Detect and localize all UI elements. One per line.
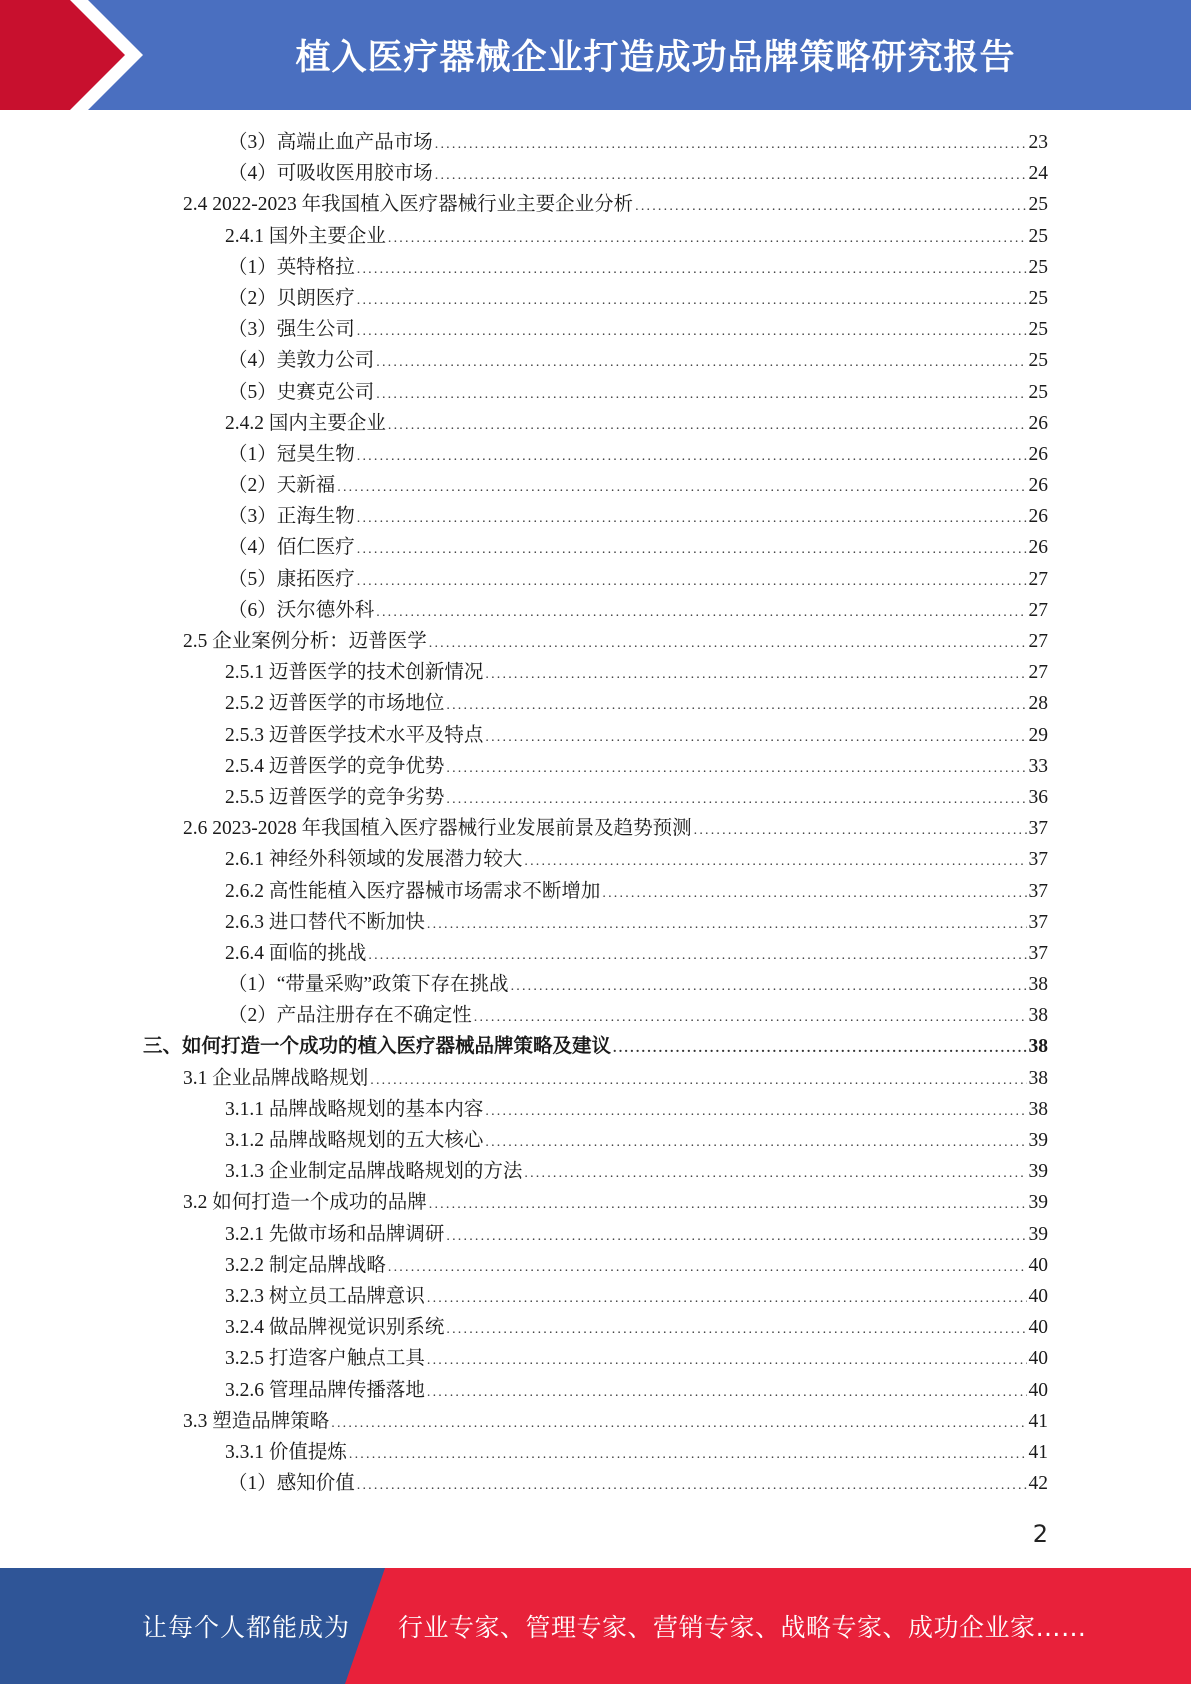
toc-leader-dots bbox=[337, 470, 1026, 501]
toc-entry-page: 27 bbox=[1028, 599, 1048, 621]
toc-entry-title: 2.6.2 高性能植入医疗器械市场需求不断增加 bbox=[225, 880, 601, 902]
toc-entry-title: （3）正海生物 bbox=[228, 506, 355, 528]
toc-entry-title: 3.2.1 先做市场和品牌调研 bbox=[225, 1223, 445, 1245]
toc-entry[interactable] bbox=[0, 439, 1048, 470]
toc-entry-page: 39 bbox=[1028, 1192, 1048, 1214]
toc-entry-page: 25 bbox=[1028, 319, 1048, 341]
toc-entry[interactable] bbox=[0, 876, 1048, 907]
toc-leader-dots bbox=[357, 252, 1027, 283]
toc-entry-page: 25 bbox=[1028, 287, 1048, 309]
toc-entry-title: 2.4 2022-2023 年我国植入医疗器械行业主要企业分析 bbox=[183, 194, 634, 216]
toc-leader-dots bbox=[524, 844, 1026, 875]
toc-leader-dots bbox=[446, 751, 1026, 782]
toc-leader-dots bbox=[429, 1187, 1027, 1218]
toc-entry-page: 25 bbox=[1028, 194, 1048, 216]
toc-entry[interactable] bbox=[0, 1000, 1048, 1031]
toc-leader-dots bbox=[427, 1375, 1027, 1406]
toc-entry[interactable] bbox=[0, 1375, 1048, 1406]
toc-entry-page: 25 bbox=[1028, 381, 1048, 403]
toc-leader-dots bbox=[446, 1219, 1026, 1250]
toc-entry-page: 37 bbox=[1028, 880, 1048, 902]
toc-entry[interactable] bbox=[0, 844, 1048, 875]
toc-entry-title: 3.1.3 企业制定品牌战略规划的方法 bbox=[225, 1161, 523, 1183]
toc-entry-title: 2.6 2023-2028 年我国植入医疗器械行业发展前景及趋势预测 bbox=[183, 818, 692, 840]
toc-entry[interactable] bbox=[0, 1312, 1048, 1343]
toc-entry-page: 37 bbox=[1028, 911, 1048, 933]
toc-entry-page: 27 bbox=[1028, 568, 1048, 590]
toc-entry-page: 40 bbox=[1028, 1317, 1048, 1339]
toc-leader-dots bbox=[446, 1312, 1026, 1343]
toc-entry-page: 37 bbox=[1028, 818, 1048, 840]
toc-entry-title: 2.5.1 迈普医学的技术创新情况 bbox=[225, 662, 484, 684]
toc-entry-title: （6）沃尔德外科 bbox=[228, 599, 375, 621]
toc-entry-title: 3.3 塑造品牌策略 bbox=[183, 1410, 330, 1432]
toc-entry-title: 2.5 企业案例分析：迈普医学 bbox=[183, 631, 427, 652]
toc-entry-title: 2.5.5 迈普医学的竞争劣势 bbox=[225, 786, 445, 808]
toc-entry-page: 36 bbox=[1028, 786, 1048, 808]
toc-entry-title: （1）感知价值 bbox=[228, 1473, 355, 1495]
toc-entry[interactable] bbox=[0, 470, 1048, 501]
toc-leader-dots bbox=[485, 720, 1026, 751]
toc-entry-title: 2.4.1 国外主要企业 bbox=[225, 225, 386, 247]
toc-entry-title: 2.4.2 国内主要企业 bbox=[225, 412, 386, 434]
toc-leader-dots bbox=[435, 158, 1027, 189]
toc-leader-dots bbox=[357, 1468, 1027, 1499]
toc-leader-dots bbox=[427, 1281, 1027, 1312]
toc-entry[interactable] bbox=[0, 189, 1048, 220]
toc-entry-page: 39 bbox=[1028, 1130, 1048, 1151]
toc-entry-title: 2.5.3 迈普医学技术水平及特点 bbox=[225, 724, 484, 746]
toc-leader-dots bbox=[357, 314, 1027, 345]
toc-leader-dots bbox=[485, 1094, 1026, 1125]
toc-entry-title: 2.5.2 迈普医学的市场地位 bbox=[225, 693, 445, 715]
toc-leader-dots bbox=[376, 377, 1026, 408]
toc-entry[interactable] bbox=[0, 1250, 1048, 1281]
toc-entry-title: 3.2 如何打造一个成功的品牌 bbox=[183, 1192, 427, 1214]
toc-leader-dots bbox=[435, 127, 1027, 158]
toc-entry-title: （5）史赛克公司 bbox=[228, 381, 375, 403]
toc-entry[interactable] bbox=[0, 252, 1048, 283]
toc-entry[interactable] bbox=[0, 1031, 1048, 1062]
toc-leader-dots bbox=[446, 688, 1026, 719]
toc-entry[interactable] bbox=[0, 595, 1048, 626]
toc-leader-dots bbox=[370, 1063, 1026, 1094]
toc-entry-title: （3）强生公司 bbox=[228, 319, 355, 341]
toc-entry-title: 2.6.3 进口替代不断加快 bbox=[225, 911, 425, 933]
toc-entry-title: 3.2.2 制定品牌战略 bbox=[225, 1254, 386, 1276]
toc-entry[interactable] bbox=[0, 564, 1048, 595]
toc-entry-page: 40 bbox=[1028, 1285, 1048, 1307]
toc-entry-title: 3.2.4 做品牌视觉识别系统 bbox=[225, 1317, 445, 1339]
toc-entry-page: 25 bbox=[1028, 256, 1048, 278]
toc-entry[interactable] bbox=[0, 1094, 1048, 1125]
toc-entry-title: （1）冠昊生物 bbox=[228, 443, 355, 465]
toc-entry[interactable] bbox=[0, 127, 1048, 158]
toc-leader-dots bbox=[368, 938, 1026, 969]
table-of-contents bbox=[0, 127, 1191, 1499]
footer-slogan-right: 行业专家、管理专家、营销专家、战略专家、成功企业家…… bbox=[398, 1613, 1087, 1642]
toc-entry[interactable] bbox=[0, 1281, 1048, 1312]
toc-leader-dots bbox=[357, 439, 1027, 470]
toc-entry[interactable] bbox=[0, 1468, 1048, 1499]
toc-entry[interactable] bbox=[0, 345, 1048, 376]
header-banner bbox=[0, 0, 1191, 110]
toc-leader-dots bbox=[427, 1343, 1027, 1374]
toc-entry[interactable] bbox=[0, 532, 1048, 563]
toc-entry[interactable] bbox=[0, 938, 1048, 969]
toc-entry-page: 26 bbox=[1028, 506, 1048, 528]
toc-entry-page: 40 bbox=[1028, 1254, 1048, 1276]
toc-entry-title: （2）产品注册存在不确定性 bbox=[228, 1005, 472, 1027]
toc-entry-page: 26 bbox=[1028, 537, 1048, 559]
toc-leader-dots bbox=[357, 564, 1027, 595]
toc-entry-title: （4）佰仁医疗 bbox=[228, 537, 355, 559]
toc-entry[interactable] bbox=[0, 221, 1048, 252]
toc-entry-title: 3.1.2 品牌战略规划的五大核心 bbox=[225, 1130, 484, 1151]
toc-leader-dots bbox=[388, 408, 1027, 439]
toc-entry-page: 26 bbox=[1028, 412, 1048, 434]
toc-entry[interactable] bbox=[0, 688, 1048, 719]
toc-leader-dots bbox=[429, 626, 1027, 657]
toc-entry[interactable] bbox=[0, 1437, 1048, 1468]
toc-entry-page: 26 bbox=[1028, 443, 1048, 465]
toc-leader-dots bbox=[694, 813, 1027, 844]
toc-entry[interactable] bbox=[0, 158, 1048, 189]
toc-entry-page: 40 bbox=[1028, 1379, 1048, 1401]
toc-entry-page: 33 bbox=[1028, 755, 1048, 777]
footer-banner bbox=[0, 1568, 1191, 1684]
toc-leader-dots bbox=[635, 189, 1026, 220]
toc-leader-dots bbox=[427, 907, 1027, 938]
toc-entry-title: （2）贝朗医疗 bbox=[228, 287, 355, 309]
toc-entry[interactable] bbox=[0, 751, 1048, 782]
toc-entry-page: 25 bbox=[1028, 350, 1048, 372]
toc-leader-dots bbox=[376, 345, 1026, 376]
page-number: 2 bbox=[1032, 1520, 1048, 1548]
toc-entry-title: （3）高端止血产品市场 bbox=[228, 132, 433, 153]
toc-entry-title: 3.1 企业品牌战略规划 bbox=[183, 1067, 369, 1089]
toc-entry-page: 38 bbox=[1028, 1098, 1048, 1120]
toc-entry[interactable] bbox=[0, 283, 1048, 314]
toc-leader-dots bbox=[524, 1156, 1026, 1187]
toc-entry-page: 38 bbox=[1028, 1036, 1048, 1058]
toc-leader-dots bbox=[331, 1406, 1026, 1437]
toc-entry-title: 三、如何打造一个成功的植入医疗器械品牌策略及建议 bbox=[143, 1036, 612, 1058]
toc-entry-page: 25 bbox=[1028, 225, 1048, 247]
toc-entry-page: 23 bbox=[1028, 132, 1048, 153]
toc-entry-page: 39 bbox=[1028, 1161, 1048, 1183]
toc-leader-dots bbox=[511, 969, 1027, 1000]
toc-entry-page: 37 bbox=[1028, 849, 1048, 871]
toc-entry-title: （1）英特格拉 bbox=[228, 256, 355, 278]
toc-leader-dots bbox=[485, 657, 1026, 688]
toc-entry[interactable] bbox=[0, 813, 1048, 844]
toc-leader-dots bbox=[446, 782, 1026, 813]
toc-leader-dots bbox=[357, 283, 1027, 314]
toc-entry-title: 2.6.4 面临的挑战 bbox=[225, 942, 367, 964]
toc-leader-dots bbox=[357, 501, 1027, 532]
toc-entry-title: （2）天新福 bbox=[228, 475, 336, 497]
toc-entry[interactable] bbox=[0, 501, 1048, 532]
toc-leader-dots bbox=[613, 1031, 1026, 1062]
toc-leader-dots bbox=[388, 221, 1027, 252]
toc-entry-page: 38 bbox=[1028, 1067, 1048, 1089]
toc-entry-title: （1）“带量采购”政策下存在挑战 bbox=[228, 974, 509, 996]
toc-entry-page: 29 bbox=[1028, 724, 1048, 746]
footer-slogan-left: 让每个人都能成为 bbox=[142, 1613, 351, 1642]
toc-entry-page: 39 bbox=[1028, 1223, 1048, 1245]
toc-entry[interactable] bbox=[0, 1343, 1048, 1374]
toc-leader-dots bbox=[388, 1250, 1027, 1281]
toc-entry-title: 2.5.4 迈普医学的竞争优势 bbox=[225, 755, 445, 777]
toc-entry-title: 3.2.5 打造客户触点工具 bbox=[225, 1348, 425, 1370]
toc-leader-dots bbox=[602, 876, 1026, 907]
toc-entry[interactable] bbox=[0, 969, 1048, 1000]
toc-entry-page: 37 bbox=[1028, 942, 1048, 964]
toc-entry[interactable] bbox=[0, 626, 1048, 657]
toc-entry-page: 38 bbox=[1028, 974, 1048, 996]
toc-entry[interactable] bbox=[0, 1156, 1048, 1187]
toc-entry[interactable] bbox=[0, 1219, 1048, 1250]
toc-leader-dots bbox=[357, 532, 1027, 563]
toc-entry-title: 3.1.1 品牌战略规划的基本内容 bbox=[225, 1098, 484, 1120]
toc-entry[interactable] bbox=[0, 907, 1048, 938]
toc-entry[interactable] bbox=[0, 1125, 1048, 1156]
toc-entry[interactable] bbox=[0, 408, 1048, 439]
toc-entry[interactable] bbox=[0, 1406, 1048, 1437]
toc-entry[interactable] bbox=[0, 720, 1048, 751]
toc-entry[interactable] bbox=[0, 1187, 1048, 1218]
toc-entry-title: 3.2.6 管理品牌传播落地 bbox=[225, 1379, 425, 1401]
toc-leader-dots bbox=[376, 595, 1026, 626]
toc-leader-dots bbox=[474, 1000, 1027, 1031]
toc-entry-title: （5）康拓医疗 bbox=[228, 568, 355, 590]
report-title: 植入医疗器械企业打造成功品牌策略研究报告 bbox=[295, 38, 1016, 78]
toc-entry-page: 38 bbox=[1028, 1005, 1048, 1027]
toc-entry[interactable] bbox=[0, 1063, 1048, 1094]
toc-entry-title: 2.6.1 神经外科领域的发展潜力较大 bbox=[225, 849, 523, 871]
toc-entry-title: （4）可吸收医用胶市场 bbox=[228, 163, 433, 185]
toc-entry-page: 42 bbox=[1028, 1473, 1048, 1495]
toc-entry-page: 41 bbox=[1028, 1441, 1048, 1463]
toc-entry-page: 27 bbox=[1028, 631, 1048, 652]
toc-entry-title: 3.2.3 树立员工品牌意识 bbox=[225, 1285, 425, 1307]
toc-entry-page: 41 bbox=[1028, 1410, 1048, 1432]
toc-entry-page: 26 bbox=[1028, 475, 1048, 497]
toc-entry[interactable] bbox=[0, 314, 1048, 345]
toc-leader-dots bbox=[485, 1125, 1026, 1156]
toc-leader-dots bbox=[349, 1437, 1027, 1468]
toc-entry-page: 28 bbox=[1028, 693, 1048, 715]
toc-entry-page: 27 bbox=[1028, 662, 1048, 684]
toc-entry[interactable] bbox=[0, 782, 1048, 813]
toc-entry-page: 24 bbox=[1028, 163, 1048, 185]
toc-entry-page: 40 bbox=[1028, 1348, 1048, 1370]
toc-entry-title: 3.3.1 价值提炼 bbox=[225, 1441, 347, 1463]
toc-entry-title: （4）美敦力公司 bbox=[228, 350, 375, 372]
toc-entry[interactable] bbox=[0, 657, 1048, 688]
toc-entry[interactable] bbox=[0, 377, 1048, 408]
